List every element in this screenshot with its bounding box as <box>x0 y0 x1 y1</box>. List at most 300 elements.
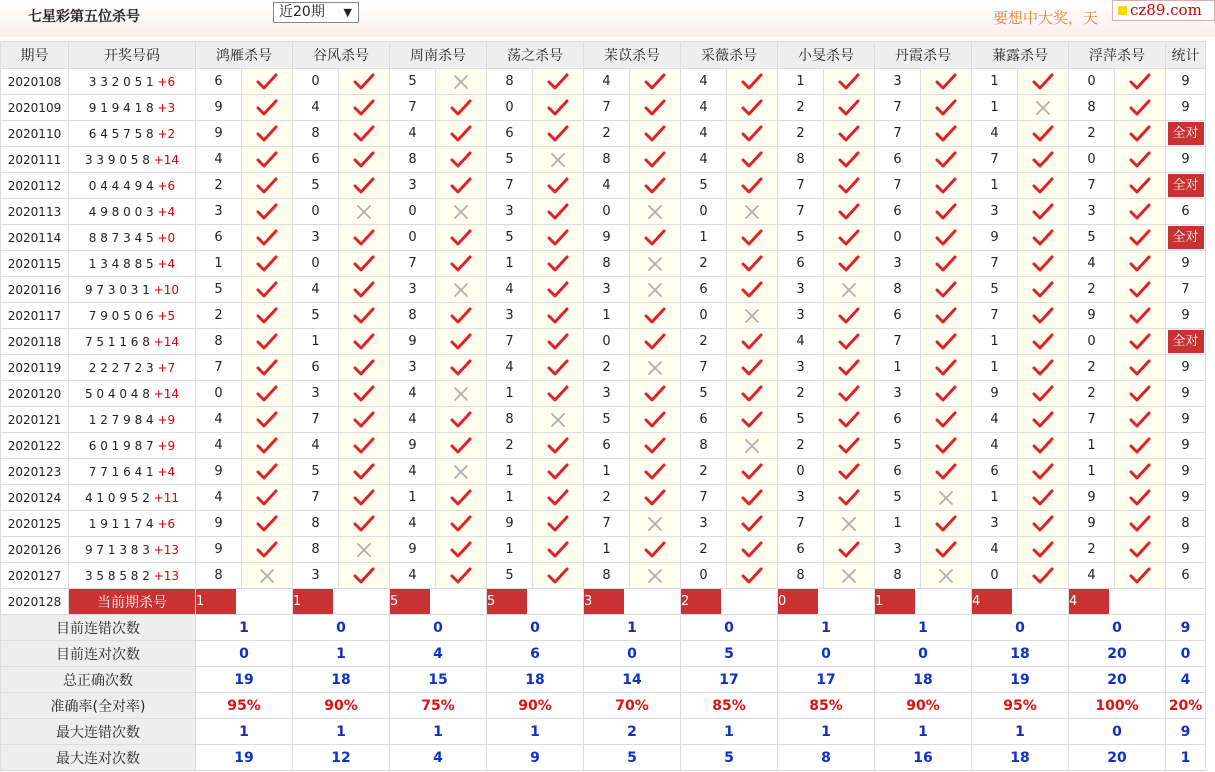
kill-value-cell: 1 <box>584 459 630 485</box>
kill-value-cell: 6 <box>584 433 630 459</box>
draw-plus: +11 <box>153 490 180 505</box>
header-expert-2: 周南杀号 <box>390 42 487 69</box>
cross-icon <box>339 537 390 563</box>
check-icon <box>242 433 293 459</box>
draw-digits: 3 3 2 0 5 1 <box>88 74 154 89</box>
current-kill-number: 5 <box>487 589 527 614</box>
kill-value-cell: 3 <box>1069 199 1115 225</box>
current-kill-cell <box>875 589 972 615</box>
summary-stat: 0 <box>1166 641 1206 667</box>
issue-cell: 2020108 <box>1 69 69 95</box>
kill-number-table <box>0 41 1206 771</box>
check-icon <box>630 225 681 251</box>
kill-value-cell: 1 <box>972 329 1018 355</box>
check-icon <box>727 277 778 303</box>
cross-icon <box>630 563 681 589</box>
kill-value-cell: 7 <box>1069 407 1115 433</box>
summary-row <box>1 615 1206 641</box>
kill-value-cell: 9 <box>972 225 1018 251</box>
kill-value-cell: 5 <box>875 433 921 459</box>
cross-icon <box>630 277 681 303</box>
header-expert-4: 苿苡杀号 <box>584 42 681 69</box>
kill-value-cell: 2 <box>1069 355 1115 381</box>
kill-value-cell: 7 <box>293 485 339 511</box>
cross-icon <box>1018 95 1069 121</box>
kill-value-cell: 7 <box>875 173 921 199</box>
draw-plus: +4 <box>157 256 176 271</box>
header-issue: 期号 <box>1 42 69 69</box>
kill-value-cell: 8 <box>196 563 242 589</box>
check-icon <box>1115 147 1166 173</box>
check-icon <box>533 381 584 407</box>
check-icon <box>242 277 293 303</box>
kill-value-cell: 1 <box>487 251 533 277</box>
summary-value: 1 <box>584 615 681 641</box>
check-icon <box>921 381 972 407</box>
kill-value-cell: 9 <box>196 459 242 485</box>
stat-value: 6 <box>1181 568 1190 583</box>
kill-value-cell: 1 <box>487 537 533 563</box>
summary-value: 1 <box>875 615 972 641</box>
current-kill-number: 1 <box>196 589 236 614</box>
kill-value-cell: 9 <box>1069 485 1115 511</box>
check-icon <box>339 407 390 433</box>
draw-cell <box>69 459 196 485</box>
check-icon <box>339 433 390 459</box>
kill-value-cell: 2 <box>681 329 727 355</box>
summary-value: 85% <box>778 693 875 719</box>
check-icon <box>436 563 487 589</box>
kill-value-cell: 7 <box>487 173 533 199</box>
check-icon <box>1115 563 1166 589</box>
summary-row <box>1 693 1206 719</box>
kill-value-cell: 2 <box>584 485 630 511</box>
summary-value: 0 <box>1069 719 1166 745</box>
stat-value: 9 <box>1181 438 1190 453</box>
draw-cell <box>69 277 196 303</box>
kill-value-cell: 5 <box>681 381 727 407</box>
kill-value-cell: 7 <box>875 121 921 147</box>
check-icon <box>921 303 972 329</box>
stat-cell <box>1166 381 1206 407</box>
kill-value-cell: 3 <box>487 303 533 329</box>
check-icon <box>727 355 778 381</box>
summary-label: 目前连对次数 <box>1 641 196 667</box>
cross-icon <box>630 511 681 537</box>
kill-value-cell: 3 <box>293 381 339 407</box>
summary-row <box>1 667 1206 693</box>
check-icon <box>630 147 681 173</box>
issue-cell: 2020115 <box>1 251 69 277</box>
check-icon <box>436 537 487 563</box>
stat-value: 全对 <box>1168 330 1204 353</box>
check-icon <box>436 485 487 511</box>
kill-value-cell: 4 <box>390 511 436 537</box>
cross-icon <box>436 199 487 225</box>
site-logo[interactable] <box>1112 0 1215 21</box>
kill-value-cell: 4 <box>487 355 533 381</box>
stat-cell <box>1166 69 1206 95</box>
summary-value: 1 <box>681 719 778 745</box>
kill-value-cell: 3 <box>584 381 630 407</box>
summary-value: 18 <box>293 667 390 693</box>
kill-value-cell: 7 <box>681 485 727 511</box>
kill-value-cell: 2 <box>681 459 727 485</box>
check-icon <box>1018 225 1069 251</box>
issue-cell: 2020112 <box>1 173 69 199</box>
check-icon <box>242 329 293 355</box>
kill-value-cell: 1 <box>390 485 436 511</box>
check-icon <box>242 355 293 381</box>
summary-stat: 4 <box>1166 667 1206 693</box>
kill-value-cell: 0 <box>681 303 727 329</box>
kill-value-cell: 3 <box>875 69 921 95</box>
stat-cell <box>1166 355 1206 381</box>
check-icon <box>630 121 681 147</box>
summary-label: 准确率(全对率) <box>1 693 196 719</box>
issue-cell: 2020113 <box>1 199 69 225</box>
kill-value-cell: 8 <box>875 277 921 303</box>
check-icon <box>630 407 681 433</box>
kill-value-cell: 3 <box>390 173 436 199</box>
kill-value-cell: 0 <box>778 459 824 485</box>
check-icon <box>1018 121 1069 147</box>
kill-value-cell: 4 <box>293 433 339 459</box>
check-icon <box>533 199 584 225</box>
issue-cell: 2020117 <box>1 303 69 329</box>
summary-value: 2 <box>584 719 681 745</box>
summary-stat: 9 <box>1166 615 1206 641</box>
stat-value: 9 <box>1181 360 1190 375</box>
draw-cell <box>69 485 196 511</box>
summary-value: 5 <box>681 745 778 771</box>
draw-digits: 9 1 9 4 1 8 <box>88 100 154 115</box>
draw-plus: +3 <box>157 100 176 115</box>
table-row <box>1 277 1206 303</box>
summary-value: 15 <box>390 667 487 693</box>
check-icon <box>533 303 584 329</box>
kill-value-cell: 1 <box>1069 433 1115 459</box>
kill-value-cell: 4 <box>681 69 727 95</box>
kill-value-cell: 7 <box>1069 173 1115 199</box>
kill-value-cell: 0 <box>390 225 436 251</box>
kill-value-cell: 0 <box>681 563 727 589</box>
kill-value-cell: 2 <box>681 251 727 277</box>
issue-cell: 2020121 <box>1 407 69 433</box>
check-icon <box>242 225 293 251</box>
kill-value-cell: 7 <box>196 355 242 381</box>
check-icon <box>921 537 972 563</box>
stat-cell <box>1166 485 1206 511</box>
kill-value-cell: 5 <box>972 277 1018 303</box>
kill-value-cell: 7 <box>584 95 630 121</box>
current-kill-cell <box>778 589 875 615</box>
check-icon <box>1018 537 1069 563</box>
kill-value-cell: 1 <box>875 355 921 381</box>
header-draw: 开奖号码 <box>69 42 196 69</box>
check-icon <box>436 95 487 121</box>
check-icon <box>436 407 487 433</box>
check-icon <box>533 329 584 355</box>
draw-cell <box>69 69 196 95</box>
draw-plus: +5 <box>157 308 176 323</box>
chevron-down-icon: ▼ <box>343 6 352 19</box>
check-icon <box>824 485 875 511</box>
summary-value: 85% <box>681 693 778 719</box>
stat-value: 全对 <box>1168 226 1204 249</box>
kill-value-cell: 6 <box>972 459 1018 485</box>
check-icon <box>727 381 778 407</box>
kill-value-cell: 2 <box>487 433 533 459</box>
draw-digits: 2 2 2 7 2 3 <box>88 360 154 375</box>
kill-value-cell: 7 <box>972 303 1018 329</box>
kill-value-cell: 1 <box>487 459 533 485</box>
kill-value-cell: 4 <box>487 277 533 303</box>
draw-cell <box>69 199 196 225</box>
kill-value-cell: 2 <box>778 121 824 147</box>
kill-value-cell: 3 <box>196 199 242 225</box>
cross-icon <box>630 199 681 225</box>
kill-value-cell: 0 <box>584 329 630 355</box>
current-kill-number: 5 <box>390 589 430 614</box>
cross-icon <box>533 147 584 173</box>
check-icon <box>921 173 972 199</box>
kill-value-cell: 6 <box>196 69 242 95</box>
summary-stat: 9 <box>1166 719 1206 745</box>
check-icon <box>242 381 293 407</box>
kill-value-cell: 4 <box>293 277 339 303</box>
stat-cell <box>1166 329 1206 355</box>
summary-value: 5 <box>584 745 681 771</box>
check-icon <box>1115 459 1166 485</box>
stat-value: 9 <box>1181 542 1190 557</box>
kill-value-cell: 1 <box>584 537 630 563</box>
check-icon <box>533 95 584 121</box>
kill-value-cell: 8 <box>1069 95 1115 121</box>
draw-cell <box>69 251 196 277</box>
kill-value-cell: 5 <box>778 225 824 251</box>
check-icon <box>824 329 875 355</box>
issue-cell: 2020118 <box>1 329 69 355</box>
check-icon <box>921 147 972 173</box>
check-icon <box>339 277 390 303</box>
check-icon <box>339 329 390 355</box>
issue-cell: 2020116 <box>1 277 69 303</box>
kill-value-cell: 4 <box>584 173 630 199</box>
stat-cell <box>1166 121 1206 147</box>
check-icon <box>727 511 778 537</box>
kill-value-cell: 1 <box>487 485 533 511</box>
kill-value-cell: 7 <box>972 251 1018 277</box>
summary-value: 0 <box>1069 615 1166 641</box>
kill-value-cell: 5 <box>584 407 630 433</box>
check-icon <box>824 173 875 199</box>
summary-label: 总正确次数 <box>1 667 196 693</box>
table-row <box>1 485 1206 511</box>
cross-icon <box>436 381 487 407</box>
summary-value: 19 <box>196 667 293 693</box>
check-icon <box>824 303 875 329</box>
check-icon <box>242 121 293 147</box>
check-icon <box>630 433 681 459</box>
check-icon <box>1018 563 1069 589</box>
summary-value: 95% <box>972 693 1069 719</box>
kill-value-cell: 9 <box>390 433 436 459</box>
kill-value-cell: 7 <box>390 95 436 121</box>
check-icon <box>1115 69 1166 95</box>
kill-value-cell: 2 <box>681 537 727 563</box>
check-icon <box>339 147 390 173</box>
table-row <box>1 69 1206 95</box>
issue-cell: 2020110 <box>1 121 69 147</box>
check-icon <box>727 485 778 511</box>
check-icon <box>630 95 681 121</box>
kill-value-cell: 4 <box>390 459 436 485</box>
kill-value-cell: 6 <box>875 199 921 225</box>
kill-value-cell: 8 <box>584 147 630 173</box>
current-kill-cell <box>196 589 293 615</box>
kill-value-cell: 3 <box>875 537 921 563</box>
current-kill-number: 0 <box>778 589 818 614</box>
check-icon <box>1018 251 1069 277</box>
check-icon <box>630 173 681 199</box>
check-icon <box>727 95 778 121</box>
summary-stat: 1 <box>1166 745 1206 771</box>
draw-plus: +7 <box>157 360 176 375</box>
check-icon <box>921 355 972 381</box>
check-icon <box>242 303 293 329</box>
kill-value-cell: 4 <box>584 69 630 95</box>
summary-value: 18 <box>487 667 584 693</box>
stat-cell <box>1166 459 1206 485</box>
kill-value-cell: 5 <box>1069 225 1115 251</box>
table-row <box>1 121 1206 147</box>
kill-value-cell: 2 <box>778 95 824 121</box>
header-stat: 统计 <box>1166 42 1206 69</box>
kill-value-cell: 8 <box>390 147 436 173</box>
kill-value-cell: 0 <box>875 225 921 251</box>
check-icon <box>339 563 390 589</box>
kill-value-cell: 3 <box>778 485 824 511</box>
draw-digits: 6 0 1 9 8 7 <box>88 438 154 453</box>
check-icon <box>1115 355 1166 381</box>
draw-digits: 9 7 1 3 8 3 <box>84 542 150 557</box>
check-icon <box>921 459 972 485</box>
summary-label: 最大连对次数 <box>1 745 196 771</box>
draw-plus: +9 <box>157 438 176 453</box>
kill-value-cell: 3 <box>972 199 1018 225</box>
check-icon <box>824 459 875 485</box>
kill-value-cell: 6 <box>293 147 339 173</box>
check-icon <box>727 407 778 433</box>
issue-cell: 2020127 <box>1 563 69 589</box>
draw-plus: +4 <box>157 204 176 219</box>
issue-cell: 2020120 <box>1 381 69 407</box>
current-kill-cell <box>487 589 584 615</box>
summary-value: 1 <box>778 615 875 641</box>
kill-value-cell: 9 <box>390 329 436 355</box>
kill-value-cell: 1 <box>487 381 533 407</box>
summary-value: 17 <box>778 667 875 693</box>
summary-value: 4 <box>390 745 487 771</box>
kill-value-cell: 7 <box>875 95 921 121</box>
summary-value: 90% <box>487 693 584 719</box>
table-row <box>1 537 1206 563</box>
summary-value: 5 <box>681 641 778 667</box>
summary-value: 20 <box>1069 745 1166 771</box>
check-icon <box>1018 511 1069 537</box>
kill-value-cell: 4 <box>390 407 436 433</box>
kill-value-cell: 9 <box>584 225 630 251</box>
stat-value: 9 <box>1181 386 1190 401</box>
kill-value-cell: 4 <box>196 433 242 459</box>
cross-icon <box>242 563 293 589</box>
check-icon <box>533 121 584 147</box>
issue-cell: 2020126 <box>1 537 69 563</box>
current-stat-empty <box>1166 589 1206 615</box>
kill-value-cell: 0 <box>293 199 339 225</box>
cross-icon <box>436 277 487 303</box>
check-icon <box>339 251 390 277</box>
kill-value-cell: 1 <box>875 511 921 537</box>
check-icon <box>824 121 875 147</box>
summary-value: 20 <box>1069 667 1166 693</box>
draw-cell <box>69 537 196 563</box>
check-icon <box>630 381 681 407</box>
table-row <box>1 433 1206 459</box>
stat-value: 8 <box>1181 516 1190 531</box>
kill-value-cell: 7 <box>778 511 824 537</box>
stat-value: 全对 <box>1168 174 1204 197</box>
period-select[interactable] <box>273 2 359 23</box>
summary-value: 9 <box>487 745 584 771</box>
stat-cell <box>1166 563 1206 589</box>
kill-value-cell: 4 <box>390 563 436 589</box>
draw-cell <box>69 121 196 147</box>
kill-value-cell: 9 <box>196 121 242 147</box>
header-expert-5: 采薇杀号 <box>681 42 778 69</box>
draw-plus: +6 <box>157 74 176 89</box>
summary-value: 70% <box>584 693 681 719</box>
logo-text: cz89.com <box>1130 1 1202 19</box>
check-icon <box>339 355 390 381</box>
check-icon <box>339 225 390 251</box>
kill-value-cell: 8 <box>778 563 824 589</box>
check-icon <box>1115 537 1166 563</box>
check-icon <box>921 121 972 147</box>
current-issue: 2020128 <box>1 589 69 615</box>
check-icon <box>630 69 681 95</box>
header-expert-6: 小旻杀号 <box>778 42 875 69</box>
kill-value-cell: 3 <box>778 303 824 329</box>
draw-plus: +13 <box>153 568 180 583</box>
kill-value-cell: 4 <box>293 95 339 121</box>
issue-cell: 2020124 <box>1 485 69 511</box>
kill-value-cell: 4 <box>390 381 436 407</box>
summary-value: 1 <box>778 719 875 745</box>
kill-value-cell: 0 <box>1069 69 1115 95</box>
kill-value-cell: 4 <box>196 407 242 433</box>
kill-value-cell: 6 <box>681 277 727 303</box>
check-icon <box>824 147 875 173</box>
cross-icon <box>727 199 778 225</box>
kill-value-cell: 4 <box>681 147 727 173</box>
check-icon <box>921 95 972 121</box>
summary-label: 最大连错次数 <box>1 719 196 745</box>
current-kill-cell <box>1069 589 1166 615</box>
check-icon <box>533 251 584 277</box>
current-kill-cell <box>584 589 681 615</box>
